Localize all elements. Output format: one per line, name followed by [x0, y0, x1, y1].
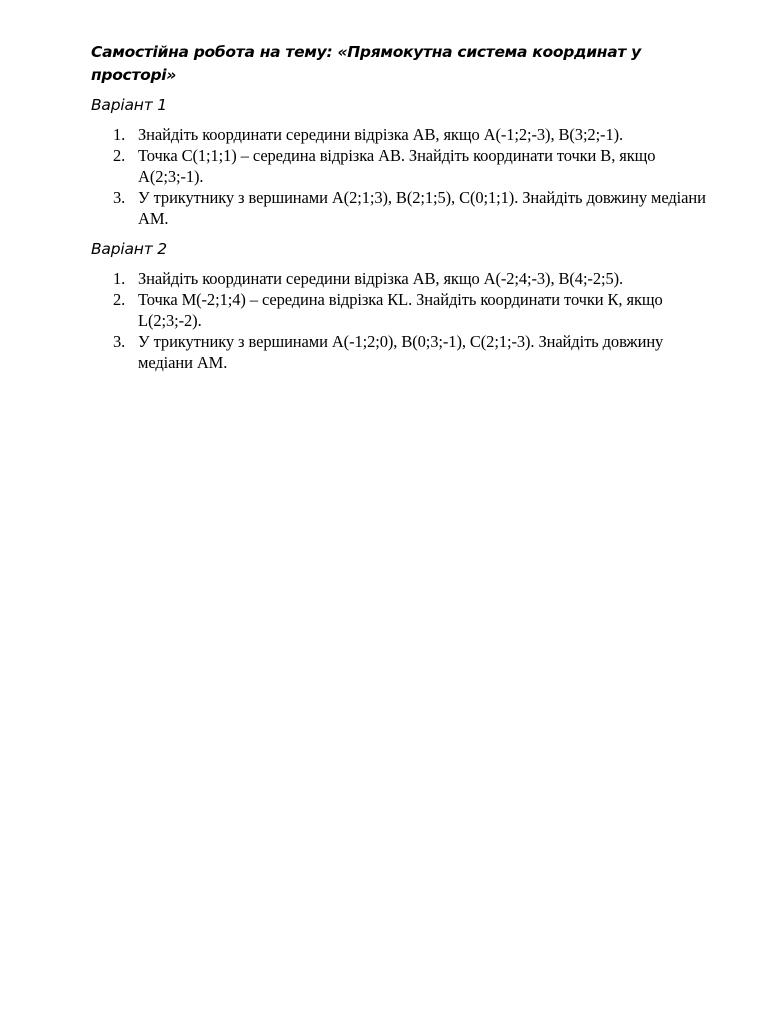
- variant-2-heading: Варіант 2: [91, 240, 167, 258]
- list-item: [91, 124, 713, 145]
- list-item: [91, 268, 713, 289]
- task-text: Точка С(1;1;1) – середина відрізка АВ. Знайдіть координати точки В, якщо А(2;3;-1).: [138, 146, 656, 186]
- list-item: [91, 331, 713, 373]
- list-item: [91, 145, 713, 187]
- list-item: [91, 289, 713, 331]
- document-body: [91, 41, 713, 383]
- task-number: 1.: [113, 269, 126, 288]
- task-text: Точка М(-2;1;4) – середина відрізка КL. Знайдіть координати точки К, якщо L(2;3;-2).: [138, 290, 663, 330]
- task-number: 3.: [113, 188, 126, 207]
- document-title: Самостійна робота на тему: «Прямокутна система координат у просторі»: [91, 43, 641, 84]
- task-number: 1.: [113, 125, 126, 144]
- list-item: [91, 187, 713, 229]
- task-text: Знайдіть координати середини відрізка АВ, якщо А(-2;4;-3), В(4;-2;5).: [138, 269, 624, 288]
- task-number: 2.: [113, 146, 126, 165]
- variant-1-task-list: [91, 124, 713, 229]
- variant-2-task-list: [91, 268, 713, 373]
- task-number: 3.: [113, 332, 126, 351]
- task-text: Знайдіть координати середини відрізка АВ, якщо А(-1;2;-3), В(3;2;-1).: [138, 125, 624, 144]
- task-text: У трикутнику з вершинами А(-1;2;0), В(0;3;-1), С(2;1;-3). Знайдіть довжину медіани АМ.: [138, 332, 664, 372]
- task-text: У трикутнику з вершинами А(2;1;3), В(2;1;5), С(0;1;1). Знайдіть довжину медіани АМ.: [138, 188, 706, 228]
- variant-1-heading: Варіант 1: [91, 96, 167, 114]
- task-number: 2.: [113, 290, 126, 309]
